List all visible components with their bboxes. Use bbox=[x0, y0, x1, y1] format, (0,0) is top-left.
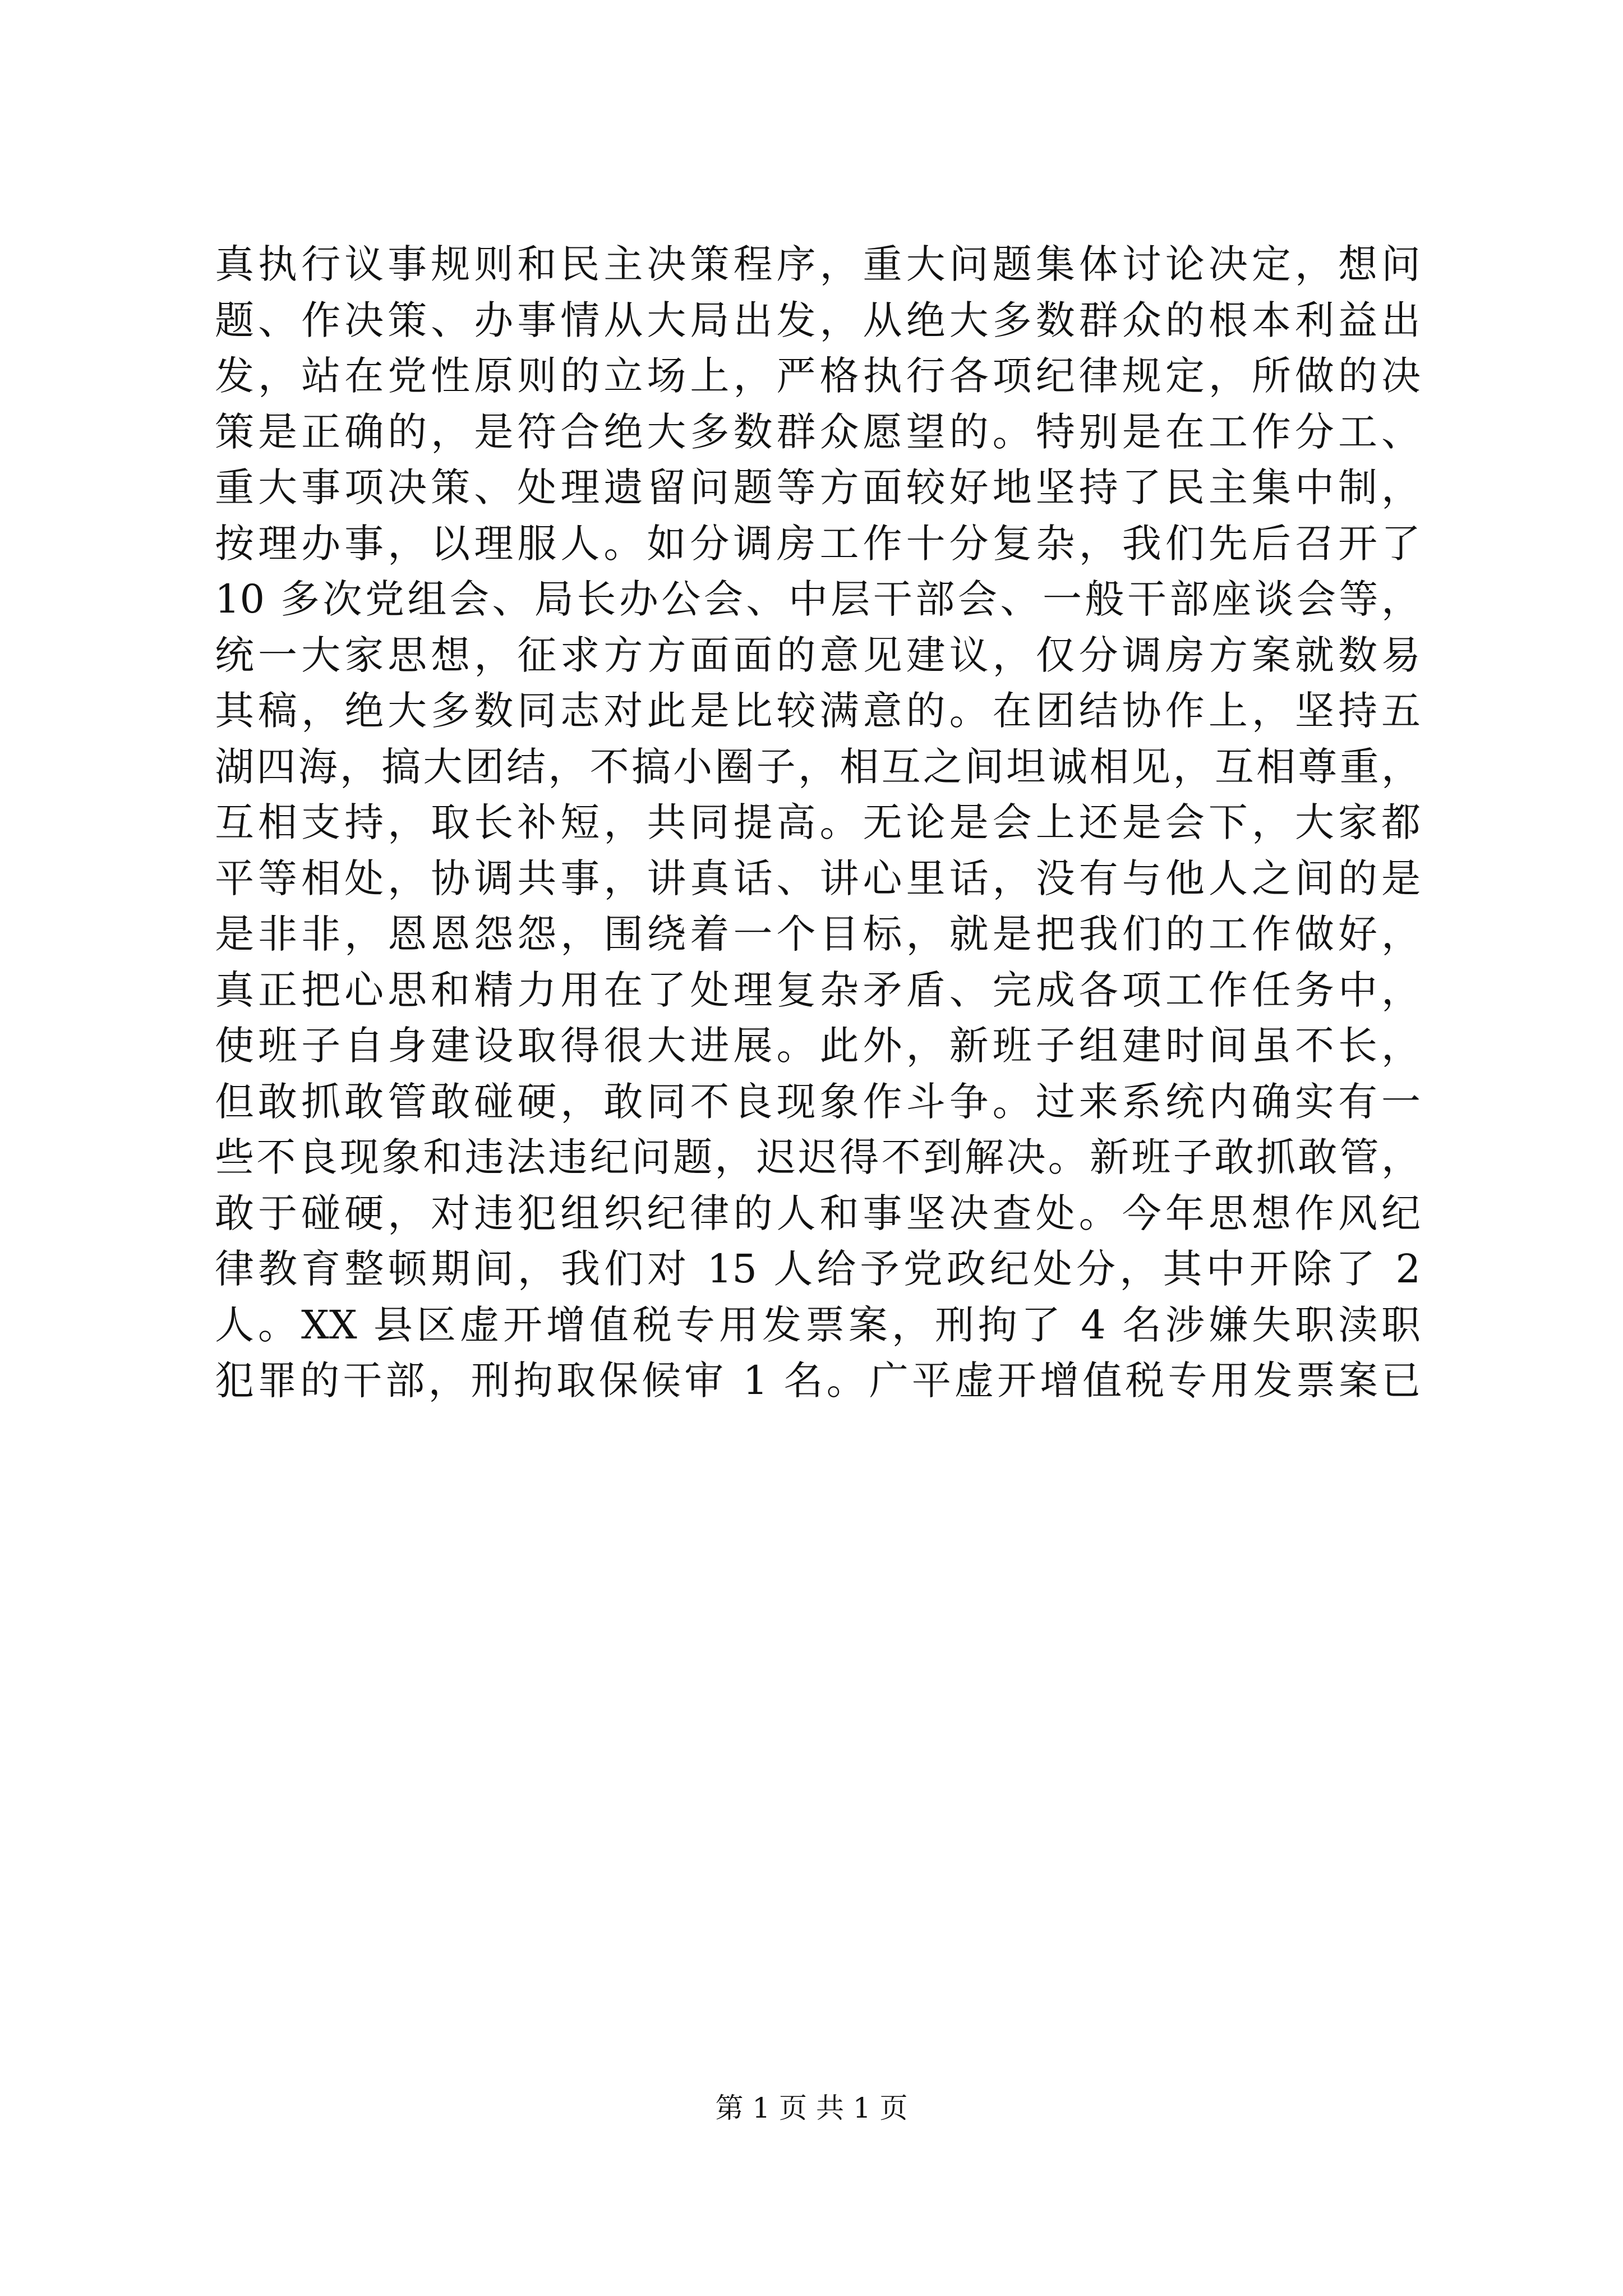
text-line: 平等相处，协调共事，讲真话、讲心里话，没有与他人之间的是 bbox=[215, 855, 1421, 901]
text-line: 策是正确的，是符合绝大多数群众愿望的。特别是在工作分工、 bbox=[215, 408, 1421, 455]
body-text bbox=[215, 237, 1421, 1409]
text-line: 其稿，绝大多数同志对此是比较满意的。在团结协作上，坚持五 bbox=[215, 688, 1421, 734]
text-line: 人。XX 县区虚开增值税专用发票案，刑拘了 4 名涉嫌失职渎职 bbox=[215, 1301, 1421, 1348]
page-number-footer: 第 1 页 共 1 页 bbox=[715, 2092, 908, 2124]
text-line: 发，站在党性原则的立场上，严格执行各项纪律规定，所做的决 bbox=[215, 353, 1421, 399]
text-line: 些不良现象和违法违纪问题，迟迟得不到解决。新班子敢抓敢管， bbox=[215, 1134, 1421, 1180]
text-line: 互相支持，取长补短，共同提高。无论是会上还是会下，大家都 bbox=[215, 799, 1421, 845]
text-line: 是非非，恩恩怨怨，围绕着一个目标，就是把我们的工作做好， bbox=[215, 911, 1421, 957]
text-line: 统一大家思想，征求方方面面的意见建议，仅分调房方案就数易 bbox=[215, 632, 1421, 678]
text-line: 真正把心思和精力用在了处理复杂矛盾、完成各项工作任务中， bbox=[215, 967, 1421, 1013]
text-line: 题、作决策、办事情从大局出发，从绝大多数群众的根本利益出 bbox=[215, 297, 1421, 343]
text-line: 使班子自身建设取得很大进展。此外，新班子组建时间虽不长， bbox=[215, 1023, 1421, 1069]
text-line: 真执行议事规则和民主决策程序，重大问题集体讨论决定，想问 bbox=[215, 241, 1421, 287]
text-line: 但敢抓敢管敢碰硬，敢同不良现象作斗争。过来系统内确实有一 bbox=[215, 1078, 1421, 1125]
text-line: 律教育整顿期间，我们对 15 人给予党政纪处分，其中开除了 2 bbox=[215, 1246, 1421, 1292]
text-line: 湖四海，搞大团结，不搞小圈子，相互之间坦诚相见，互相尊重， bbox=[215, 743, 1421, 790]
text-line: 犯罪的干部，刑拘取保候审 1 名。广平虚开增值税专用发票案已 bbox=[215, 1358, 1421, 1404]
text-line: 重大事项决策、处理遗留问题等方面较好地坚持了民主集中制， bbox=[215, 464, 1421, 510]
text-line: 按理办事，以理服人。如分调房工作十分复杂，我们先后召开了 bbox=[215, 520, 1421, 567]
text-line: 敢于碰硬，对违犯组织纪律的人和事坚决查处。今年思想作风纪 bbox=[215, 1190, 1421, 1236]
text-line: 10 多次党组会、局长办公会、中层干部会、一般干部座谈会等， bbox=[215, 576, 1421, 622]
